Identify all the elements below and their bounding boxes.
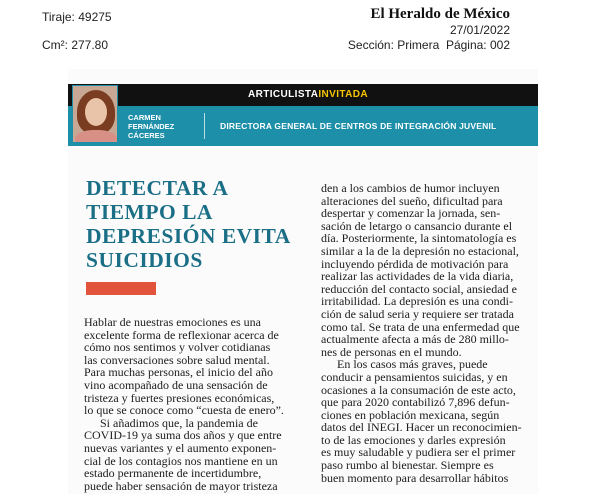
article-line: incluyendo pérdida de motivación para: [321, 256, 509, 271]
article-line: tristeza y fuertes presiones económicas,: [84, 390, 275, 405]
article-line: den a los cambios de humor incluyen: [321, 181, 500, 195]
banner-label-accent: INVITADA: [318, 89, 369, 100]
newspaper-clipping: [68, 69, 538, 494]
article-line: vino acompañado de una sensación de: [84, 377, 268, 392]
article-line: cómo nos sentimos y volver cotidianas: [84, 340, 271, 355]
article-line: nes de personas en el mundo.: [321, 344, 462, 359]
article-line: Si añadimos que, la pandemia de: [100, 415, 258, 430]
article-line: Hablar de nuestras emociones es una: [84, 315, 261, 329]
article-line: reducción del contacto social, ansiedad e: [321, 281, 517, 296]
cm2-label: Cm²: 277.80: [42, 38, 109, 52]
author-last-name-1: FERNÁNDEZ: [128, 122, 175, 131]
section-label: Sección: Primera: [347, 38, 440, 52]
article-line: paso rumbo al bienestar. Siempre es: [321, 458, 494, 473]
columnist-banner: [68, 84, 538, 106]
article-line: que para 2020 contabilizó 7,896 defun-: [321, 395, 510, 410]
article-line: es muy saludable y pudiera ser el primer: [321, 445, 516, 460]
author-divider: [204, 113, 205, 139]
article-column-1: [84, 316, 304, 492]
article-column-2: [321, 182, 535, 484]
article-line: las conversaciones sobre salud mental.: [84, 352, 270, 367]
article-line: irritabilidad. La depresión es una condi-: [321, 294, 513, 309]
newspaper-name: El Heraldo de México: [370, 6, 510, 22]
publication-date: 27/01/2022: [449, 23, 510, 37]
article-line: buen momento para desarrollar hábitos: [321, 470, 509, 485]
banner-label-main: ARTICULISTA: [248, 89, 319, 100]
banner-label: [248, 89, 368, 100]
article-line: actualmente afecta a más de 280 millo-: [321, 332, 509, 347]
headline-accent-bar: [86, 282, 156, 295]
article-line: excelente forma de reflexionar acerca de: [84, 327, 279, 342]
article-line: sación de letargo o cansancio durante el: [321, 218, 513, 233]
article-line: ciones en población mexicana, según: [321, 407, 500, 422]
article-line: to de las emociones y darles expresión: [321, 432, 506, 447]
article-line: Para muchas personas, el inicio del año: [84, 365, 273, 380]
article-line: despertar y comenzar la jornada, sen-: [321, 206, 501, 221]
author-name: [128, 113, 174, 140]
article-line: ocasiones a la consumación de este acto,: [321, 382, 516, 397]
article-line: lo que se conoce como “cuesta de enero”.: [84, 403, 284, 418]
article-line: como tal. Se trata de una enfermedad que: [321, 319, 520, 334]
author-last-name-2: CÁCERES: [128, 131, 165, 140]
article-line: similar a la de la depresión no estacional,: [321, 243, 519, 258]
article-line: datos del INEGI. Hacer un reconocimien-: [321, 420, 522, 435]
author-photo: [72, 85, 118, 143]
page-label: Página: 002: [445, 38, 510, 52]
article-line: alteraciones del sueño, dificultad para: [321, 193, 503, 208]
article-line: puede haber sensación de mayor tristeza: [84, 478, 278, 493]
article-line: cial de los contagios nos mantiene en un: [84, 453, 278, 468]
article-line: ción de salud seria y requiere ser tratada: [321, 306, 514, 321]
article-line: día. Posteriormente, la sintomatología es: [321, 231, 517, 246]
article-line: conducir a pensamientos suicidas, y en: [321, 369, 508, 384]
article-line: COVID-19 ya suma dos años y que entre: [84, 428, 282, 443]
article-line: nuevas variantes y el aumento exponen-: [84, 440, 277, 455]
article-line: En los casos más graves, puede: [337, 357, 488, 372]
author-first-name: CARMEN: [128, 113, 161, 122]
article-headline: DETECTAR A TIEMPO LA DEPRESIÓN EVITA SUICIDIOS: [86, 176, 290, 272]
tiraje-label: Tiraje: 49275: [42, 10, 112, 24]
section-page-line: [0, 38, 510, 52]
article-line: estado permanente de incertidumbre,: [84, 466, 262, 481]
author-role: DIRECTORA GENERAL DE CENTROS DE INTEGRACIÓN JUVENIL: [220, 121, 497, 131]
article-line: realizar las actividades de la vida diaria,: [321, 269, 514, 284]
